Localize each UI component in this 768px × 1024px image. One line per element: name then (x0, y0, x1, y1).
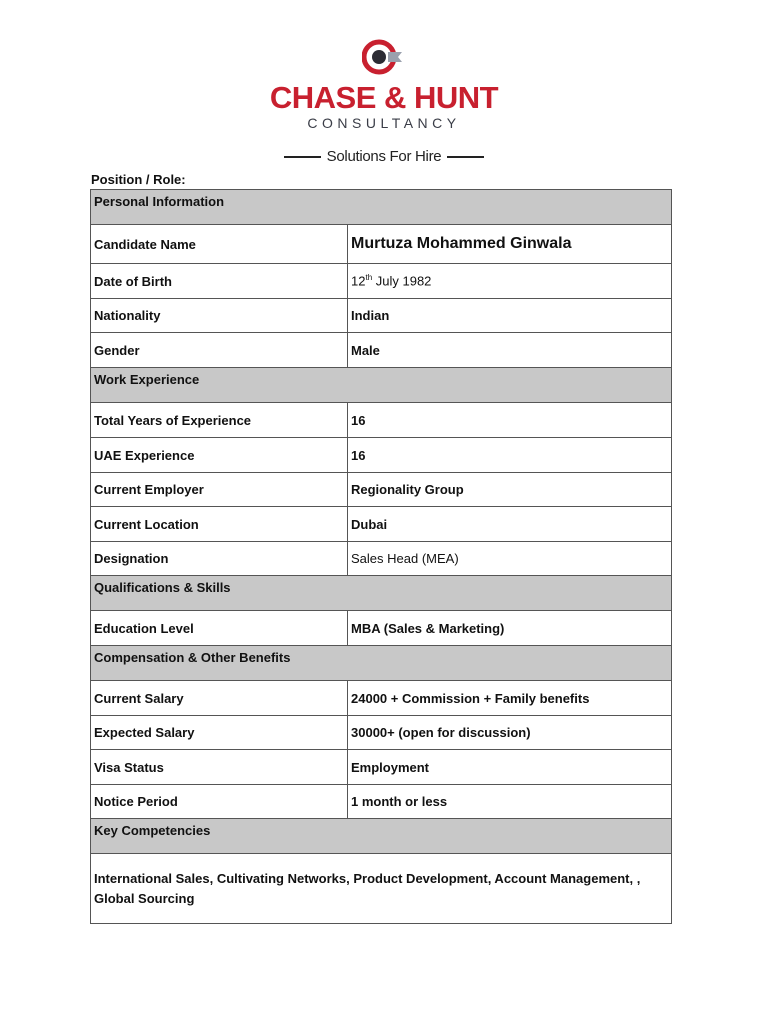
section-compensation (91, 646, 672, 681)
table-row (91, 854, 672, 924)
row-label: Expected Salary (91, 716, 348, 750)
candidate-name-value: Murtuza Mohammed Ginwala (348, 225, 672, 264)
table-row (91, 507, 672, 542)
table-row (91, 611, 672, 646)
table-row (91, 438, 672, 473)
table-row (91, 264, 672, 299)
section-qualifications (91, 576, 672, 611)
designation-value: Sales Head (MEA) (348, 542, 672, 576)
section-work (91, 368, 672, 403)
position-role-label: Position / Role: (91, 172, 186, 187)
expected-salary-value: 30000+ (open for discussion) (348, 716, 672, 750)
logo-mark-icon (362, 38, 406, 76)
section-heading: Work Experience (91, 368, 672, 403)
current-salary-value: 24000 + Commission + Family benefits (348, 681, 672, 716)
table-row (91, 542, 672, 576)
row-label: Candidate Name (91, 225, 348, 264)
table-row (91, 785, 672, 819)
visa-status-value: Employment (348, 750, 672, 785)
table-row (91, 299, 672, 333)
section-heading: Qualifications & Skills (91, 576, 672, 611)
table-row (91, 716, 672, 750)
brand-name: CHASE & HUNT (269, 80, 499, 115)
tagline-text: Solutions For Hire (326, 148, 442, 165)
competencies-value: International Sales, Cultivating Networks, Product Development, Account Management, , Global Sourcing (91, 854, 672, 924)
row-label: Current Location (91, 507, 348, 542)
brand-subtitle: CONSULTANCY (307, 115, 461, 131)
table-row (91, 750, 672, 785)
section-heading: Key Competencies (91, 819, 672, 854)
section-competencies (91, 819, 672, 854)
table-row (91, 333, 672, 368)
uae-experience-value: 16 (348, 438, 672, 473)
section-heading: Compensation & Other Benefits (91, 646, 672, 681)
row-label: Education Level (91, 611, 348, 646)
row-label: UAE Experience (91, 438, 348, 473)
company-logo (0, 38, 768, 165)
row-label: Date of Birth (91, 264, 348, 299)
tagline-rule-right (447, 156, 484, 158)
nationality-value: Indian (348, 299, 672, 333)
table-row (91, 473, 672, 507)
tagline-rule-left (284, 156, 321, 158)
employer-value: Regionality Group (348, 473, 672, 507)
total-years-value: 16 (348, 403, 672, 438)
row-label: Designation (91, 542, 348, 576)
table-row (91, 403, 672, 438)
row-label: Current Employer (91, 473, 348, 507)
brand-tagline (284, 148, 484, 165)
candidate-form-table (90, 189, 672, 924)
dob-value: 12th July 1982 (348, 264, 672, 299)
table-row (91, 225, 672, 264)
location-value: Dubai (348, 507, 672, 542)
gender-value: Male (348, 333, 672, 368)
notice-period-value: 1 month or less (348, 785, 672, 819)
row-label: Total Years of Experience (91, 403, 348, 438)
row-label: Nationality (91, 299, 348, 333)
section-heading: Personal Information (91, 190, 672, 225)
section-personal (91, 190, 672, 225)
row-label: Gender (91, 333, 348, 368)
row-label: Visa Status (91, 750, 348, 785)
row-label: Current Salary (91, 681, 348, 716)
education-value: MBA (Sales & Marketing) (348, 611, 672, 646)
table-row (91, 681, 672, 716)
row-label: Notice Period (91, 785, 348, 819)
